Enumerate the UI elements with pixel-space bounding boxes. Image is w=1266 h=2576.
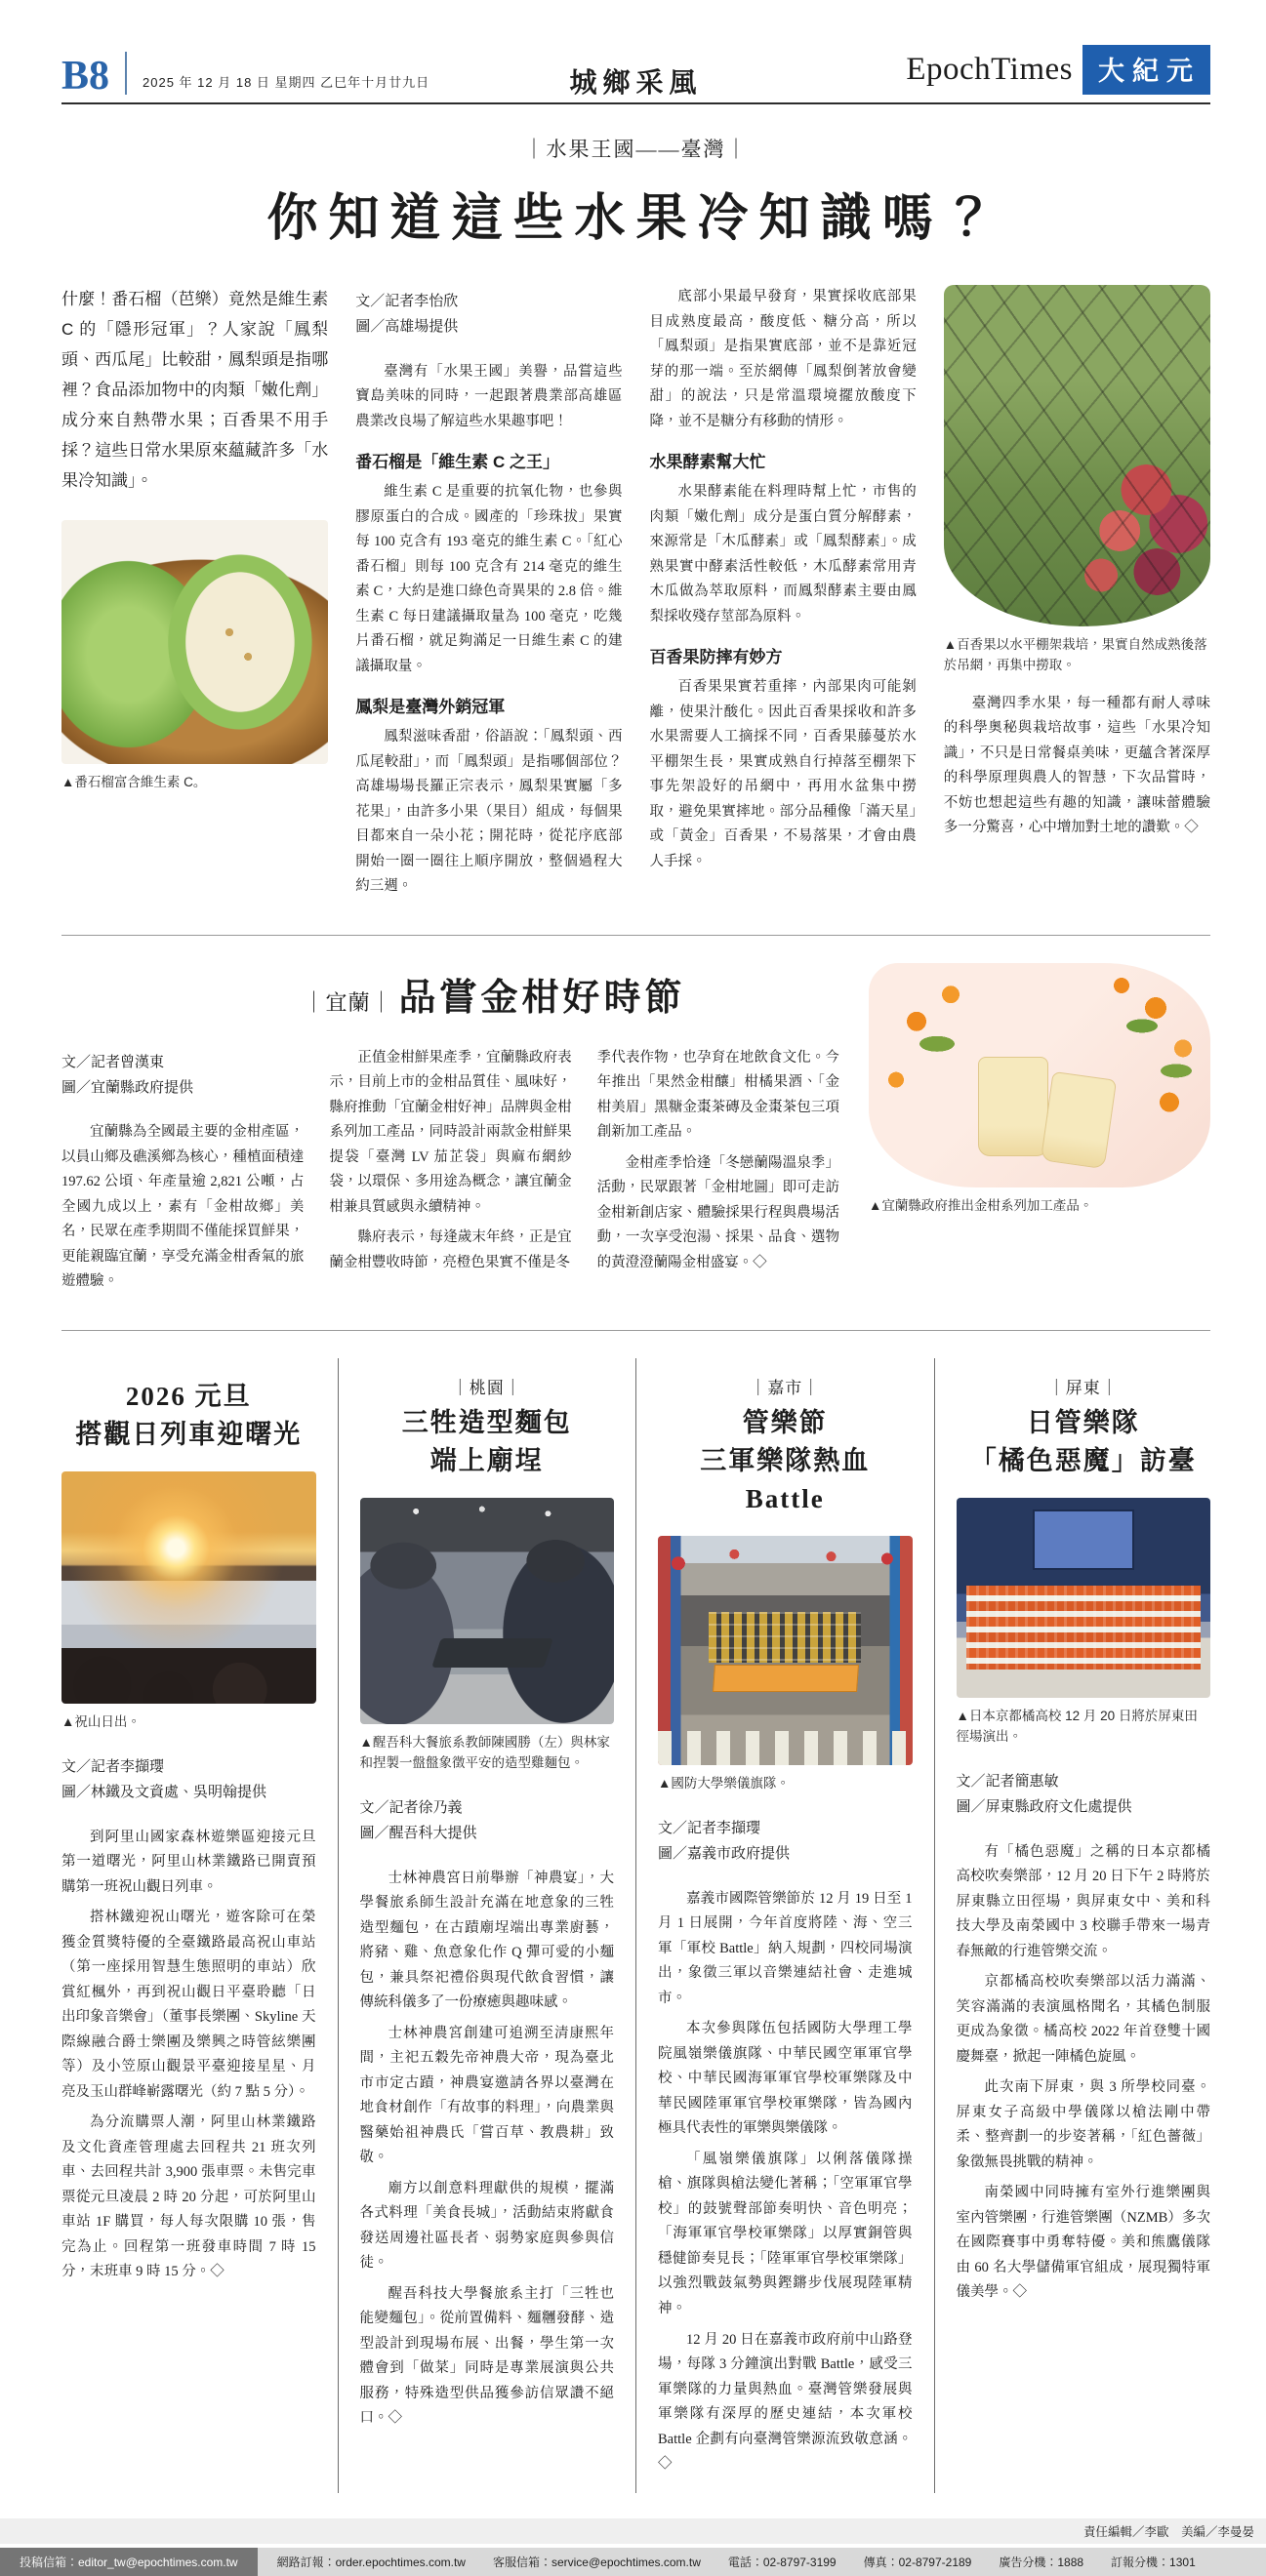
body-paragraph: 正值金柑鮮果產季，宜蘭縣政府表示，目前上市的金柑品質佳、風味好，縣府推動「宜蘭金柑好神」品牌與金柑系列加工產品，同時設計兩款金柑鮮果提袋「臺灣 LV 茄芷袋」與麻布網紗袋，以環保、多用途為概念，讓宜蘭金柑兼具質感與永續精神。 bbox=[329, 1049, 572, 1215]
photo-detail bbox=[709, 1612, 861, 1663]
parade-figure bbox=[658, 1536, 913, 1794]
kumquat-caption: ▲宜蘭縣政府推出金柑系列加工產品。 bbox=[869, 1197, 1093, 1213]
feature-subhead-passionfruit: 百香果防摔有妙方 bbox=[649, 648, 783, 667]
body-paragraph: 本次參與隊伍包括國防大學理工學院風嶺樂儀旗隊、中華民國空軍軍官學校、中華民國海軍軍官學校軍樂隊及中華民國陸軍軍官學校軍樂隊，皆為國內極具代表性的軍樂與樂儀隊。 bbox=[658, 2021, 913, 2137]
feature-column-3 bbox=[650, 285, 917, 906]
region-tag-taoyuan: ｜桃園｜ bbox=[451, 1378, 522, 1397]
feature-subhead-vitamin-c: 番石榴是「維生素 C 之王」 bbox=[355, 453, 559, 472]
bakery-caption: ▲醒吾科大餐旅系教師陳國勝（左）與林家和捏製一盤盤象徵平安的造型雞麵包。 bbox=[359, 1735, 610, 1771]
passionfruit-caption: ▲百香果以水平棚架栽培，果實自然成熟後落於吊網，再集中撈取。 bbox=[943, 637, 1207, 672]
byline-writer: 文／記者簡惠敏 bbox=[956, 1773, 1059, 1791]
section-divider bbox=[61, 1330, 1210, 1331]
guava-photo bbox=[61, 520, 328, 764]
body-paragraph: 百香果果實若重摔，內部果肉可能剝離，使果汁酸化。因此百香果採收和許多水果需要人工摘採不同，百香果藤蔓於水平棚架生長，果實成熟自行掉落至棚架下事先架設好的吊網中，再用水盆集中撈取，避免果實摔地。部分品種像「滿天星」或「黃金」百香果，不易落果，才會由農人手採。 bbox=[649, 679, 917, 869]
body-paragraph: 12 月 20 日在嘉義市政府前中山路登場，每隊 3 分鐘演出對戰 Battle，感受三軍樂隊的力量與熱血。臺灣管樂發展與軍樂隊有深厚的歷史連結，本次軍校 Battle 企劃有向臺灣管樂源流致敬意涵。◇ bbox=[658, 2331, 913, 2473]
feature-headline: 你知道這些水果冷知識嗎？ bbox=[266, 191, 1005, 247]
body-paragraph: 到阿里山國家森林遊樂區迎接元旦第一道曙光，阿里山林業鐵路已開賣預購第一班祝山觀日列車。 bbox=[61, 1829, 316, 1895]
footer-contact-bar bbox=[0, 2548, 1266, 2576]
section-title: 城鄉采風 bbox=[569, 68, 703, 99]
body-paragraph: 士林神農宮日前舉辦「神農宴」，大學餐旅系師生設計充滿在地意象的三牲造型麵包，在古蹟廟埕端出專業廚藝，將豬、雞、魚意象化作 Q 彈可愛的小麵包，兼具祭祀禮俗與現代飲食習慣，讓傳統科儀多了一份療癒與趣味感。 bbox=[359, 1870, 614, 2011]
sunrise-photo bbox=[61, 1471, 316, 1704]
date-line: 2025 年 12 月 18 日 星期四 乙巳年十月廿九日 bbox=[143, 75, 430, 90]
editor-credit: 責任編輯／李歐 美編／李曼晏 bbox=[0, 2518, 1266, 2544]
article-title bbox=[658, 1404, 913, 1518]
masthead-divider bbox=[125, 52, 127, 95]
parade-photo bbox=[658, 1536, 913, 1765]
orange-band-figure bbox=[957, 1498, 1211, 1748]
kumquat-headline: 品嘗金柑好時節 bbox=[398, 977, 686, 1019]
guava-caption: ▲番石榴富含維生素 C。 bbox=[61, 774, 207, 789]
article-title bbox=[61, 1378, 316, 1454]
article-title-line: 日管樂隊 bbox=[1026, 1407, 1140, 1437]
kumquat-column-1 bbox=[61, 1046, 304, 1301]
parade-caption: ▲國防大學樂儀旗隊。 bbox=[658, 1776, 790, 1791]
kumquat-column-3 bbox=[597, 1046, 839, 1301]
bakery-photo bbox=[360, 1498, 615, 1724]
orange-band-caption: ▲日本京都橘高校 12 月 20 日將於屏東田徑場演出。 bbox=[956, 1709, 1198, 1745]
byline-writer: 文／記者李擷瓔 bbox=[61, 1758, 165, 1776]
footer-phone: 電話：02-8797-3199 bbox=[727, 2555, 837, 2569]
brand-logo bbox=[906, 45, 1210, 95]
article-chiayi-band-festival bbox=[635, 1358, 934, 2493]
region-tag-yilan: ｜宜蘭｜ bbox=[303, 989, 393, 1015]
article-title-line: 三牲造型麵包 bbox=[401, 1407, 572, 1437]
kumquat-title-row bbox=[61, 967, 839, 1021]
article-taoyuan-bread bbox=[338, 1358, 636, 2493]
article-title-line: 三軍樂隊熱血 Battle bbox=[700, 1446, 871, 1514]
body-paragraph: 臺灣有「水果王國」美譽，品嘗這些寶島美味的同時，一起跟著農業部高雄區農業改良場了解這些水果趣事吧！ bbox=[355, 363, 623, 429]
brand-name-english: EpochTimes bbox=[906, 52, 1073, 87]
feature-column-1 bbox=[61, 285, 328, 906]
feature-byline bbox=[355, 289, 622, 341]
body-paragraph: 季代表作物，也孕育在地飲食文化。今年推出「果然金柑釀」柑橘果酒、「金柑美眉」黑糖金棗茶磚及金棗茶包三項創新加工產品。 bbox=[596, 1049, 839, 1141]
body-paragraph: 南榮國中同時擁有室外行進樂團與室內管樂團，行進管樂團（NZMB）多次在國際賽事中勇奪特優。美和熊鷹儀隊由 60 名大學儲備軍官組成，展現獨特軍儀美學。◇ bbox=[956, 2185, 1210, 2301]
feature-lede: 什麼！番石榴（芭樂）竟然是維生素 C 的「隱形冠軍」？人家說「鳳梨頭、西瓜尾」比較甜，鳳梨頭是指哪裡？食品添加物中的肉類「嫩化劑」成分來自熱帶水果；百香果不用手採？這些日常水果原來蘊藏許多「水果冷知識」。 bbox=[61, 290, 329, 490]
footer-submission-email: 投稿信箱：editor_tw@epochtimes.com.tw bbox=[0, 2548, 258, 2576]
footer-ad-extension: 廣告分機：1888 bbox=[999, 2555, 1084, 2569]
article-title-line: 管樂節 bbox=[742, 1407, 828, 1437]
body-paragraph: 醒吾科技大學餐旅系主打「三牲也能變麵包」。從前置備料、麵糰發酵、造型設計到現場布展、出餐，學生第一次體會到「做菜」同時是專業展演與公共服務，特殊造型供品獲參訪信眾讚不絕口。◇ bbox=[359, 2285, 614, 2427]
bakery-figure bbox=[360, 1498, 615, 1774]
orange-band-photo bbox=[957, 1498, 1211, 1698]
brand-name-chinese: 大紀元 bbox=[1082, 45, 1210, 95]
passionfruit-photo bbox=[944, 285, 1210, 626]
feature-column-2 bbox=[355, 285, 622, 906]
body-paragraph: 維生素 C 是重要的抗氧化物，也參與膠原蛋白的合成。國產的「珍珠拔」果實每 100 克含有 193 毫克的維生素 C。「紅心番石榴」則每 100 克含有 214 毫克的維生素 C，大約是進口綠色奇異果的 2.8 倍。維生素 C 每日建議攝取量為 100 毫克，吃幾片番石榴，就足夠滿足一日維生素 C 的建議攝取量。 bbox=[355, 484, 623, 674]
article-pingtung-orange-devils bbox=[934, 1358, 1211, 2493]
body-paragraph: 為分流購票人潮，阿里山林業鐵路及文化資產管理處去回程共 21 班次列車、去回程共計 3,900 張車票。未售完車票從元旦凌晨 2 時 20 分起，可於阿里山車站 1F 購買，每人每次限購 10 張，售完為止。回程第一班發車時間 7 時 15 分，末班車 9 時 15 分。◇ bbox=[61, 2114, 316, 2280]
regional-news-grid bbox=[61, 1358, 1210, 2493]
footer-subscription-extension: 訂報分機：1301 bbox=[1111, 2555, 1196, 2569]
kumquat-figure bbox=[869, 959, 1210, 1301]
sunrise-caption: ▲祝山日出。 bbox=[61, 1714, 141, 1730]
masthead bbox=[61, 45, 1210, 104]
byline-photo-credit: 圖／醒吾科大提供 bbox=[359, 1825, 477, 1842]
guava-figure bbox=[61, 520, 328, 793]
article-title-line: 搭觀日列車迎曙光 bbox=[75, 1420, 303, 1450]
article-title-line: 「橘色惡魔」訪臺 bbox=[969, 1446, 1197, 1476]
page-footer bbox=[20, 2493, 1254, 2576]
body-paragraph: 嘉義市國際管樂節於 12 月 19 日至 1 月 1 日展開，今年首度將陸、海、空三軍「軍校 Battle」納入規劃，四校同場演出，象徵三軍以音樂連結社會、走進城市。 bbox=[658, 1890, 913, 2006]
article-byline bbox=[360, 1795, 615, 1847]
body-paragraph: 京都橘高校吹奏樂部以活力滿滿、笑容滿滿的表演風格聞名，其橘色制服更成為象徵。橘高校 2022 年首登雙十國慶舞臺，掀起一陣橘色旋風。 bbox=[956, 1974, 1210, 2065]
footer-subscribe-url: 網路訂報：order.epochtimes.com.tw bbox=[276, 2555, 466, 2569]
article-byline bbox=[658, 1816, 913, 1868]
footer-fax: 傳真：02-8797-2189 bbox=[863, 2555, 972, 2569]
region-tag-chiayi: ｜嘉市｜ bbox=[750, 1378, 821, 1397]
article-title bbox=[957, 1404, 1211, 1480]
article-title bbox=[360, 1404, 615, 1480]
kumquat-column-2 bbox=[329, 1046, 571, 1301]
feature-column-4 bbox=[944, 285, 1210, 906]
article-byline bbox=[957, 1769, 1211, 1821]
body-paragraph: 搭林鐵迎祝山曙光，遊客除可在榮獲金質獎特優的全臺鐵路最高祝山車站（第一座採用智慧生態照明的車站）欣賞紅楓外，再到祝山觀日平臺聆聽「日出印象音樂會」（董事長樂團、Skyline 天際線融合爵士樂團及樂興之時管絃樂團等）及小笠原山觀景平臺迎接星星、月亮及玉山群峰嶄露曙光（約 7 點 5 分）。 bbox=[61, 1910, 316, 2100]
byline-writer: 文／記者曾漢東 bbox=[61, 1053, 165, 1070]
feature-closing-paragraph: 臺灣四季水果，每一種都有耐人尋味的科學奧秘與栽培故事，這些「水果冷知識」，不只是日常餐桌美味，更蘊含著深厚的科學原理與農人的智慧，下次品嘗時，不妨也想起這些有趣的知識，讓味蕾體驗多一分驚喜，心中增加對土地的讚歎。◇ bbox=[943, 695, 1210, 836]
byline-photo-credit: 圖／林鐵及文資處、吳明翰提供 bbox=[61, 1784, 267, 1801]
body-paragraph: 底部小果最早發育，果實採收底部果目成熟度最高，酸度低、糖分高，所以「鳳梨頭」是指果實底部，並不是靠近冠芽的那一端。至於網傳「鳳梨倒著放會變甜」的說法，只是常溫環境擺放酸度下降，並不是糖分有移動的情形。 bbox=[649, 289, 917, 429]
feature-subhead-pineapple: 鳳梨是臺灣外銷冠軍 bbox=[355, 698, 506, 717]
kumquat-byline bbox=[61, 1050, 304, 1102]
feature-article bbox=[61, 104, 1210, 906]
article-title-line: 2026 元旦 bbox=[125, 1381, 252, 1411]
feature-subhead-enzyme: 水果酵素幫大忙 bbox=[649, 453, 766, 472]
page-number-label: B8 bbox=[61, 54, 110, 100]
article-title-line: 端上廟埕 bbox=[429, 1446, 544, 1476]
byline-writer: 文／記者李怡欣 bbox=[355, 293, 459, 309]
article-alishan-sunrise-train bbox=[61, 1358, 338, 2493]
body-paragraph: 金柑產季恰逢「冬戀蘭陽溫泉季」活動，民眾跟著「金柑地圖」即可走訪金柑新創店家、體驗採果行程與農場活動，一次享受泡湯、採果、品食、選物的黃澄澄蘭陽金柑盛宴。◇ bbox=[596, 1154, 839, 1270]
body-paragraph: 此次南下屏東，與 3 所學校同臺。屏東女子高級中學儀隊以槍法剛中帶柔、整齊劃一的步姿著稱，「紅色薔薇」象徵無畏挑戰的精神。 bbox=[956, 2079, 1210, 2170]
kumquat-article bbox=[61, 959, 1210, 1301]
byline-photo-credit: 圖／嘉義市政府提供 bbox=[658, 1845, 791, 1863]
sunrise-figure bbox=[61, 1471, 316, 1733]
passionfruit-figure bbox=[944, 285, 1210, 676]
byline-writer: 文／記者徐乃義 bbox=[359, 1799, 463, 1817]
byline-photo-credit: 圖／屏東縣政府文化處提供 bbox=[956, 1798, 1132, 1816]
article-byline bbox=[61, 1754, 316, 1806]
body-paragraph: 有「橘色惡魔」之稱的日本京都橘高校吹奏樂部，12 月 20 日下午 2 時將於屏東縣立田徑場，與屏東女中、美和科技大學及南榮國中 3 校聯手帶來一場青春無敵的行進管樂交流。 bbox=[956, 1843, 1210, 1959]
body-paragraph: 宜蘭縣為全國最主要的金柑產區，以員山鄉及礁溪鄉為核心，種植面積達 197.62 公頃、年產量逾 2,821 公噸，占全國九成以上，素有「金柑故鄉」美名，民眾在產季期間不僅能採買鮮果，更能親臨宜蘭，享受充滿金柑香氣的旅遊體驗。 bbox=[61, 1124, 305, 1290]
body-paragraph: 鳳梨滋味香甜，俗語說：「鳳梨頭、西瓜尾較甜」，而「鳳梨頭」是指哪個部位？高雄場場長羅正宗表示，鳳梨果實屬「多花果」，由許多小果（果目）組成，每個果目都來自一朵小花；開花時，從花序底部開始一圈一圈往上順序開放，整個過程大約三週。 bbox=[355, 729, 623, 895]
body-paragraph: 廟方以創意料理獻供的規模，擺滿各式料理「美食長城」，活動結束將獻食發送周邊社區長者、弱勢家庭與參與信徒。 bbox=[359, 2180, 614, 2272]
body-paragraph: 縣府表示，每逢歲末年終，正是宜蘭金柑豐收時節，亮橙色果實不僅是冬 bbox=[329, 1229, 572, 1270]
byline-writer: 文／記者李擷瓔 bbox=[658, 1820, 761, 1837]
body-paragraph: 士林神農宮創建可追溯至清康熙年間，主祀五穀先帝神農大帝，現為臺北市市定古蹟，神農宴邀請各界以臺灣在地食材創作「有故事的料理」，向農業與醫藥始祖神農氏「嘗百草、教農耕」致敬。 bbox=[359, 2025, 614, 2166]
body-paragraph: 水果酵素能在料理時幫上忙，市售的肉類「嫩化劑」成分是蛋白質分解酵素，來源常是「木瓜酵素」或「鳳梨酵素」。成熟果實中酵素活性較低，木瓜酵素常用青木瓜做為萃取原料，而鳳梨酵素主要由鳳梨採收殘存莖部為原料。 bbox=[649, 484, 917, 624]
section-divider bbox=[61, 935, 1210, 936]
byline-photo-credit: 圖／宜蘭縣政府提供 bbox=[61, 1079, 194, 1097]
feature-kicker: ｜水果王國——臺灣｜ bbox=[523, 138, 749, 161]
kumquat-products-photo bbox=[869, 963, 1210, 1187]
footer-contact-items bbox=[258, 2548, 1266, 2576]
body-paragraph: 「風嶺樂儀旗隊」以俐落儀隊操槍、旗隊與槍法變化著稱；「空軍軍官學校」的鼓號聲部節奏明快、音色明亮；「海軍軍官學校軍樂隊」以厚實銅管與穩健節奏見長；「陸軍軍官學校軍樂隊」以強烈戰鼓氣勢與鏗鏘步伐展現陸軍精神。 bbox=[658, 2151, 913, 2316]
region-tag-pingtung: ｜屏東｜ bbox=[1047, 1378, 1119, 1397]
footer-service-email: 客服信箱：service@epochtimes.com.tw bbox=[492, 2555, 701, 2569]
byline-photo-credit: 圖／高雄場提供 bbox=[355, 318, 459, 336]
